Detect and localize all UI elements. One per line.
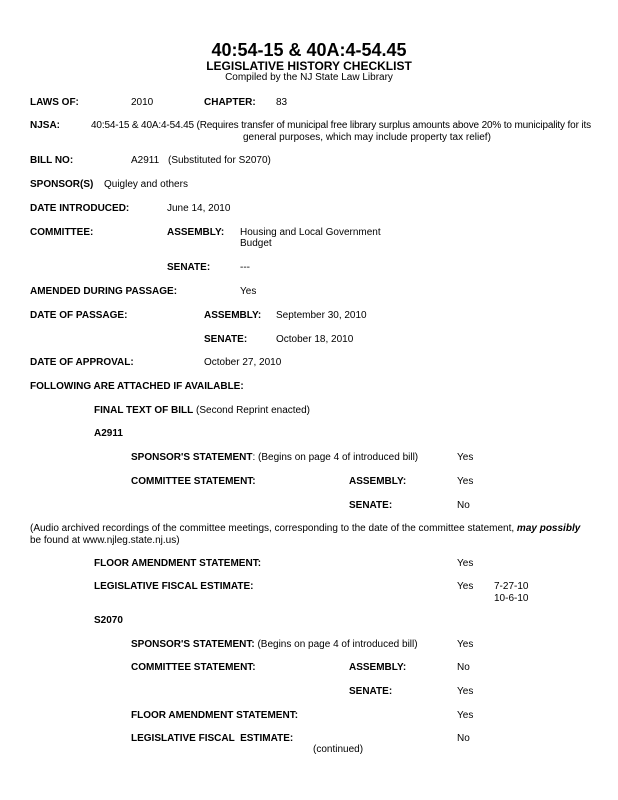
s2070-fiscal-estimate-label: LEGISLATIVE FISCAL ESTIMATE: <box>131 733 294 744</box>
committee-label: COMMITTEE: <box>30 227 94 238</box>
a2911-sponsor-statement-label: SPONSOR'S STATEMENT <box>131 452 253 463</box>
a2911-floor-amendment-value: Yes <box>457 558 474 569</box>
passage-senate-value: October 18, 2010 <box>276 334 354 345</box>
a2911-floor-amendment-label: FLOOR AMENDMENT STATEMENT: <box>94 558 262 569</box>
page-title: 40:54-15 & 40A:4-54.45 <box>211 40 407 60</box>
a2911-sponsor-statement-row <box>131 452 418 464</box>
date-introduced-value: June 14, 2010 <box>167 203 231 214</box>
a2911-sponsor-statement-value: Yes <box>457 452 474 463</box>
committee-senate-value: --- <box>240 262 250 273</box>
a2911-committee-senate-label: SENATE: <box>349 500 393 511</box>
final-text-row <box>94 405 310 417</box>
date-of-passage-label: DATE OF PASSAGE: <box>30 310 128 321</box>
passage-assembly-label: ASSEMBLY: <box>204 310 262 321</box>
a2911-committee-senate-value: No <box>457 500 470 511</box>
committee-assembly-label: ASSEMBLY: <box>167 227 225 238</box>
s2070-floor-amendment-label: FLOOR AMENDMENT STATEMENT: <box>131 710 299 721</box>
laws-of-value: 2010 <box>131 97 154 108</box>
committee-assembly-line2: Budget <box>240 238 272 249</box>
a2911-fiscal-estimate-label: LEGISLATIVE FISCAL ESTIMATE: <box>94 581 254 592</box>
committee-assembly-line1: Housing and Local Government <box>240 227 381 238</box>
s2070-sponsor-statement-note: (Begins on page 4 of introduced bill) <box>254 639 418 650</box>
bill-no-value: A2911 <box>131 155 160 166</box>
passage-assembly-value: September 30, 2010 <box>276 310 367 321</box>
date-of-approval-label: DATE OF APPROVAL: <box>30 357 134 368</box>
s2070-sponsor-statement-value: Yes <box>457 639 474 650</box>
chapter-value: 83 <box>276 97 288 108</box>
amended-label: AMENDED DURING PASSAGE: <box>30 286 178 297</box>
audio-note-text: (Audio archived recordings of the committee meetings, corresponding to the date of the committee statement, <box>30 523 517 534</box>
audio-note-line2: be found at www.njleg.state.nj.us) <box>30 535 180 546</box>
s2070-heading: S2070 <box>94 615 123 626</box>
a2911-committee-assembly-label: ASSEMBLY: <box>349 476 407 487</box>
s2070-committee-assembly-value: No <box>457 662 470 673</box>
a2911-fiscal-date-1: 7-27-10 <box>494 581 529 592</box>
page-subtitle: LEGISLATIVE HISTORY CHECKLIST <box>206 59 412 73</box>
a2911-fiscal-estimate-value: Yes <box>457 581 474 592</box>
final-text-label: FINAL TEXT OF BILL <box>94 405 194 416</box>
a2911-committee-assembly-value: Yes <box>457 476 474 487</box>
s2070-committee-statement-label: COMMITTEE STATEMENT: <box>131 662 256 673</box>
njsa-line2: general purposes, which may include property tax relief) <box>243 132 491 143</box>
chapter-label: CHAPTER: <box>204 97 256 108</box>
passage-senate-label: SENATE: <box>204 334 248 345</box>
committee-senate-label: SENATE: <box>167 262 211 273</box>
attached-heading: FOLLOWING ARE ATTACHED IF AVAILABLE: <box>30 381 244 392</box>
s2070-fiscal-estimate-value: No <box>457 733 470 744</box>
s2070-sponsor-statement-label: SPONSOR'S STATEMENT: <box>131 639 255 650</box>
audio-note-line1 <box>30 523 580 535</box>
laws-of-label: LAWS OF: <box>30 97 79 108</box>
njsa-line1: 40:54-15 & 40A:4-54.45 (Requires transfer of municipal free library surplus amounts above 20% to municipality for its <box>91 120 591 131</box>
a2911-fiscal-date-2: 10-6-10 <box>494 593 529 604</box>
njsa-label: NJSA: <box>30 120 61 131</box>
bill-no-note: (Substituted for S2070) <box>168 155 271 166</box>
sponsor-label: SPONSOR(S) <box>30 179 94 190</box>
sponsor-value: Quigley and others <box>104 179 188 190</box>
s2070-committee-senate-label: SENATE: <box>349 686 393 697</box>
a2911-heading: A2911 <box>94 428 123 439</box>
a2911-sponsor-statement-note: : (Begins on page 4 of introduced bill) <box>252 452 419 463</box>
date-introduced-label: DATE INTRODUCED: <box>30 203 130 214</box>
continued-note: (continued) <box>313 744 364 755</box>
s2070-committee-assembly-label: ASSEMBLY: <box>349 662 407 673</box>
date-of-approval-value: October 27, 2010 <box>204 357 282 368</box>
compiled-by: Compiled by the NJ State Law Library <box>225 72 393 83</box>
bill-no-label: BILL NO: <box>30 155 74 166</box>
s2070-sponsor-statement-row <box>131 639 418 651</box>
audio-note-emphasis: may possibly <box>516 523 581 534</box>
s2070-floor-amendment-value: Yes <box>457 710 474 721</box>
amended-value: Yes <box>240 286 257 297</box>
final-text-note: (Second Reprint enacted) <box>196 405 311 416</box>
a2911-committee-statement-label: COMMITTEE STATEMENT: <box>131 476 256 487</box>
s2070-committee-senate-value: Yes <box>457 686 474 697</box>
